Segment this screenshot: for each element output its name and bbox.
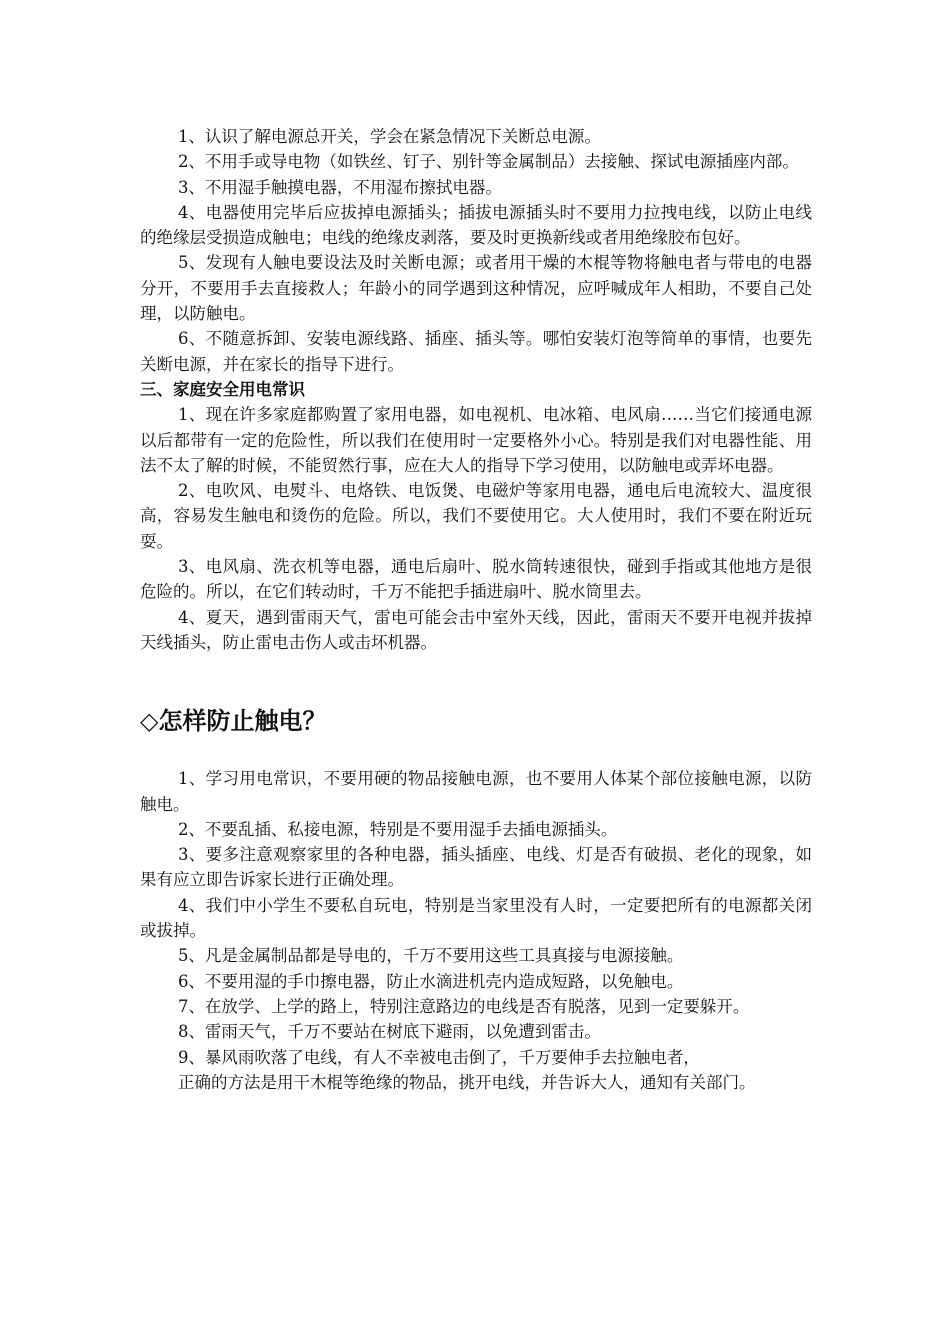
list-item: 7、在放学、上学的路上，特别注意路边的电线是否有脱落，见到一定要躲开。: [177, 996, 750, 1016]
list-item: 2、电吹风、电熨斗、电烙铁、电饭煲、电磁炉等家用电器，通电后电流较大、温度很高，容易发生触电和烫伤的危险。所以，我们不要使用它。大人使用时，我们不要在附近玩耍。: [140, 481, 812, 551]
list-item: 1、现在许多家庭都购置了家用电器，如电视机、电冰箱、电风扇……当它们接通电源以后都带有一定的危险性，所以我们在使用时一定要格外小心。特别是我们对电器性能、用法不太了解的时候，不能贸然行事，应在大人的指导下学习使用，以防触电或弄坏电器。: [140, 405, 812, 475]
list-item: 4、我们中小学生不要私自玩电，特别是当家里没有人时，一定要把所有的电源都关闭或拔掉。: [140, 895, 812, 941]
list-item: 正确的方法是用干木棍等绝缘的物品，挑开电线，并告诉大人，通知有关部门。: [177, 1072, 756, 1092]
document-body: [140, 124, 812, 1095]
list-item: 2、不用手或导电物（如铁丝、钉子、别针等金属制品）去接触、探试电源插座内部。: [177, 152, 799, 172]
list-item: 1、认识了解电源总开关，学会在紧急情况下关断总电源。: [177, 127, 601, 146]
list-item: 5、发现有人触电要设法及时关断电源；或者用干燥的木棍等物将触电者与带电的电器分开，不要用手去直接救人；年龄小的同学遇到这种情况，应呼喊成年人相助，不要自己处理，以防触电。: [140, 253, 812, 324]
list-item: 6、不随意拆卸、安装电源线路、插座、插头等。哪怕安装灯泡等简单的事情，也要先关断电源，并在家长的指导下进行。: [140, 329, 812, 374]
list-item: 1、学习用电常识，不要用硬的物品接触电源，也不要用人体某个部位接触电源，以防触电。: [140, 769, 812, 814]
list-item: 3、电风扇、洗衣机等电器，通电后扇叶、脱水筒转速很快，碰到手指或其他地方是很危险的。所以，在它们转动时，千万不能把手插进扇叶、脱水筒里去。: [140, 557, 812, 602]
list-item: 4、电器使用完毕后应拔掉电源插头；插拔电源插头时不要用力拉拽电线，以防止电线的绝缘层受损造成触电；电线的绝缘皮剥落，要及时更换新线或者用绝缘胶布包好。: [140, 202, 812, 248]
prevent-shock-heading: ◇怎样防止触电？: [140, 707, 327, 736]
section-three-heading: 三、家庭安全用电常识: [140, 379, 305, 399]
list-item: 5、凡是金属制品都是导电的，千万不要用这些工具真接与电源接触。: [177, 946, 684, 966]
list-item: 8、雷雨天气，千万不要站在树底下避雨，以免遭到雷击。: [177, 1022, 601, 1042]
list-item: 2、不要乱插、私接电源，特别是不要用湿手去插电源插头。: [177, 819, 618, 839]
section-three-list: [140, 402, 812, 655]
section-two-list: [140, 124, 812, 377]
list-item: 6、不要用湿的手巾擦电器，防止水滴进机壳内造成短路，以免触电。: [177, 971, 684, 991]
list-item: 3、不用湿手触摸电器，不用湿布擦拭电器。: [177, 177, 502, 197]
list-item: 4、夏天，遇到雷雨天气，雷电可能会击中室外天线，因此，雷雨天不要开电视并拔掉天线插头，防止雷电击伤人或击坏机器。: [140, 607, 812, 652]
list-item: 9、暴风雨吹落了电线，有人不幸被电击倒了，千万要伸手去拉触电者，: [177, 1047, 700, 1067]
list-item: 3、要多注意观察家里的各种电器，插头插座、电线、灯是否有破损、老化的现象，如果有应立即告诉家长进行正确处理。: [140, 845, 812, 890]
prevent-shock-list: [140, 766, 812, 1095]
